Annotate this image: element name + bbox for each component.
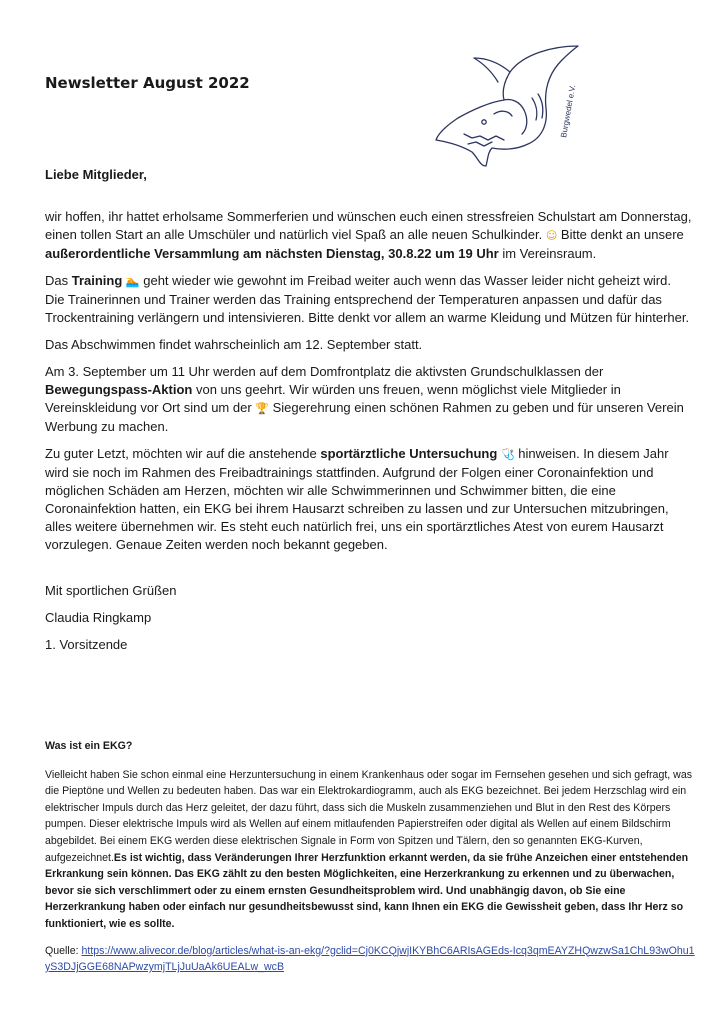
para1-text2: Bitte denkt an unsere [557, 227, 684, 242]
paragraph-bewegungspass [45, 363, 693, 436]
paragraph-untersuchung [45, 445, 693, 554]
para4-text2: von uns geehrt. Wir würden uns freuen, wenn möglichst viele Mitglieder in Vereinskleidung vor Ort sind um der [45, 382, 621, 415]
stethoscope-icon: 🩺 [500, 448, 515, 461]
untersuchung-highlight: sportärztliche Untersuchung [320, 446, 498, 461]
signature-name: Claudia Ringkamp [45, 610, 152, 625]
para5-text1: Zu guter Letzt, möchten wir auf die anstehende [45, 446, 321, 461]
newsletter-title: Newsletter August 2022 [45, 74, 250, 92]
bewegungspass-highlight: Bewegungspass-Aktion [45, 382, 193, 397]
training-highlight: Training [71, 273, 123, 288]
paragraph-abschwimmen: Das Abschwimmen findet wahrscheinlich am 12. September statt. [45, 337, 423, 352]
meeting-highlight: außerordentliche Versammlung am nächsten Dienstag, 30.8.22 um 19 Uhr [45, 246, 499, 261]
paragraph-summer [45, 208, 693, 263]
ekg-heading: Was ist ein EKG? [45, 740, 133, 752]
logo-text: Burgwedel e.V. [559, 84, 578, 139]
para4-text1: Am 3. September um 11 Uhr werden auf dem Domfrontplatz die aktivsten Grundschulklassen der [45, 364, 604, 379]
para5-text2: hinweisen. In diesem Jahr wird sie noch im Rahmen des Freibadtrainings stattfinden. Aufgrund der Folgen einer Coronainfektion und möglichen Schäden am Herzen, möchten wir alle Schwimmerinnen und Schwimmer bitten, die eine Coronainfektion hatten, ein EKG bei ihrem Hausarzt schreiben zu lassen und zur Untersuchen mitzubringen, alles weitere übernehmen wir. Es steht euch natürlich frei, uns ein sportärztliches Atest von eurem Hausarzt vorzulegen. Genaue Zeiten werden noch bekannt gegeben. [45, 446, 669, 552]
letter-body [45, 166, 693, 663]
smiley-icon: ☺ [545, 229, 558, 242]
trophy-icon: 🏆 [255, 402, 269, 415]
shark-logo-icon [428, 38, 583, 170]
ekg-text [45, 767, 695, 933]
para1-text1: wir hoffen, ihr hattet erholsame Sommerferien und wünschen euch einen stressfreien Schulstart am Donnerstag, einen tollen Start an alle Umschüler und natürlich viel Spaß an alle neuen Schulkinder. [45, 209, 692, 242]
source-label: Quelle: [45, 944, 82, 957]
greeting-text: Liebe Mitglieder, [45, 167, 147, 182]
swimmer-icon: 🏊 [125, 275, 140, 288]
ekg-source [45, 943, 695, 976]
paragraph-training [45, 272, 693, 327]
ekg-text-bold: Es ist wichtig, dass Veränderungen Ihrer Herzfunktion erkannt werden, da sie frühe Anzeichen einer entstehenden Erkrankung sein können. Das EKG zählt zu den besten Möglichkeiten, eine Herzerkrankung zu erkennen und zu überwachen, bevor sie sich verschlimmert oder zu einem ernsten Gesundheitsproblem wird. Und unabhängig davon, ob Sie eine Herzerkrankung haben oder einfach nur gesundheitsbewusst sind, kann Ihnen ein EKG die Gewissheit geben, dass Ihr Herz so funktioniert, wie es sollte. [45, 851, 689, 930]
signature-role: 1. Vorsitzende [45, 637, 128, 652]
para2-text2: geht wieder wie gewohnt im Freibad weiter auch wenn das Wasser leider nicht geheizt wird. Die Trainerinnen und Trainer werden das Training entsprechend der Temperaturen anpassen und dafür das Trockentraining verlängern und intensivieren. Bitte denkt vor allem an warme Kleidung und Mützen für hinterher. [45, 273, 690, 325]
ekg-text-regular: Vielleicht haben Sie schon einmal eine Herzuntersuchung in einem Krankenhaus oder sogar im Fernsehen gesehen und sich gefragt, was die Pieptöne und Wellen zu bedeuten haben. Das war ein Elektrokardiogramm, auch als EKG bezeichnet. Bei jedem Herzschlag wird ein elektrischer Impuls durch das Herz geleitet, der dazu führt, dass sich die Muskeln zusammenziehen und Blut in den Rest des Körpers pumpen. Dieser elektrische Impuls wird als Wellen auf einem mitlaufenden Papierstreifen oder digital als Wellen auf einem Bildschirm abgebildet. Bei einem EKG werden diese elektrischen Signale in Form von Spitzen und Tälern, den so genannten EKG-Kurven, aufgezeichnet. [45, 768, 693, 864]
para4-text3: Siegerehrung einen schönen Rahmen zu geben und für unseren Verein Werbung zu machen. [45, 400, 684, 434]
closing: Mit sportlichen Grüßen [45, 583, 177, 598]
greeting [45, 166, 693, 184]
ekg-info-section [45, 738, 695, 976]
para1-text3: im Vereinsraum. [498, 246, 597, 261]
source-link[interactable]: https://www.alivecor.de/blog/articles/what-is-an-ekg/?gclid=Cj0KCQjwjIKYBhC6ARIsAGEds-Icq3qmEAYZHQwzwSa1ChL93wOhu1yS3DJjGGE68NAPwzymjTLjJuUaAk6UEALw_wcB [45, 944, 695, 974]
para2-text1: Das [45, 273, 72, 288]
